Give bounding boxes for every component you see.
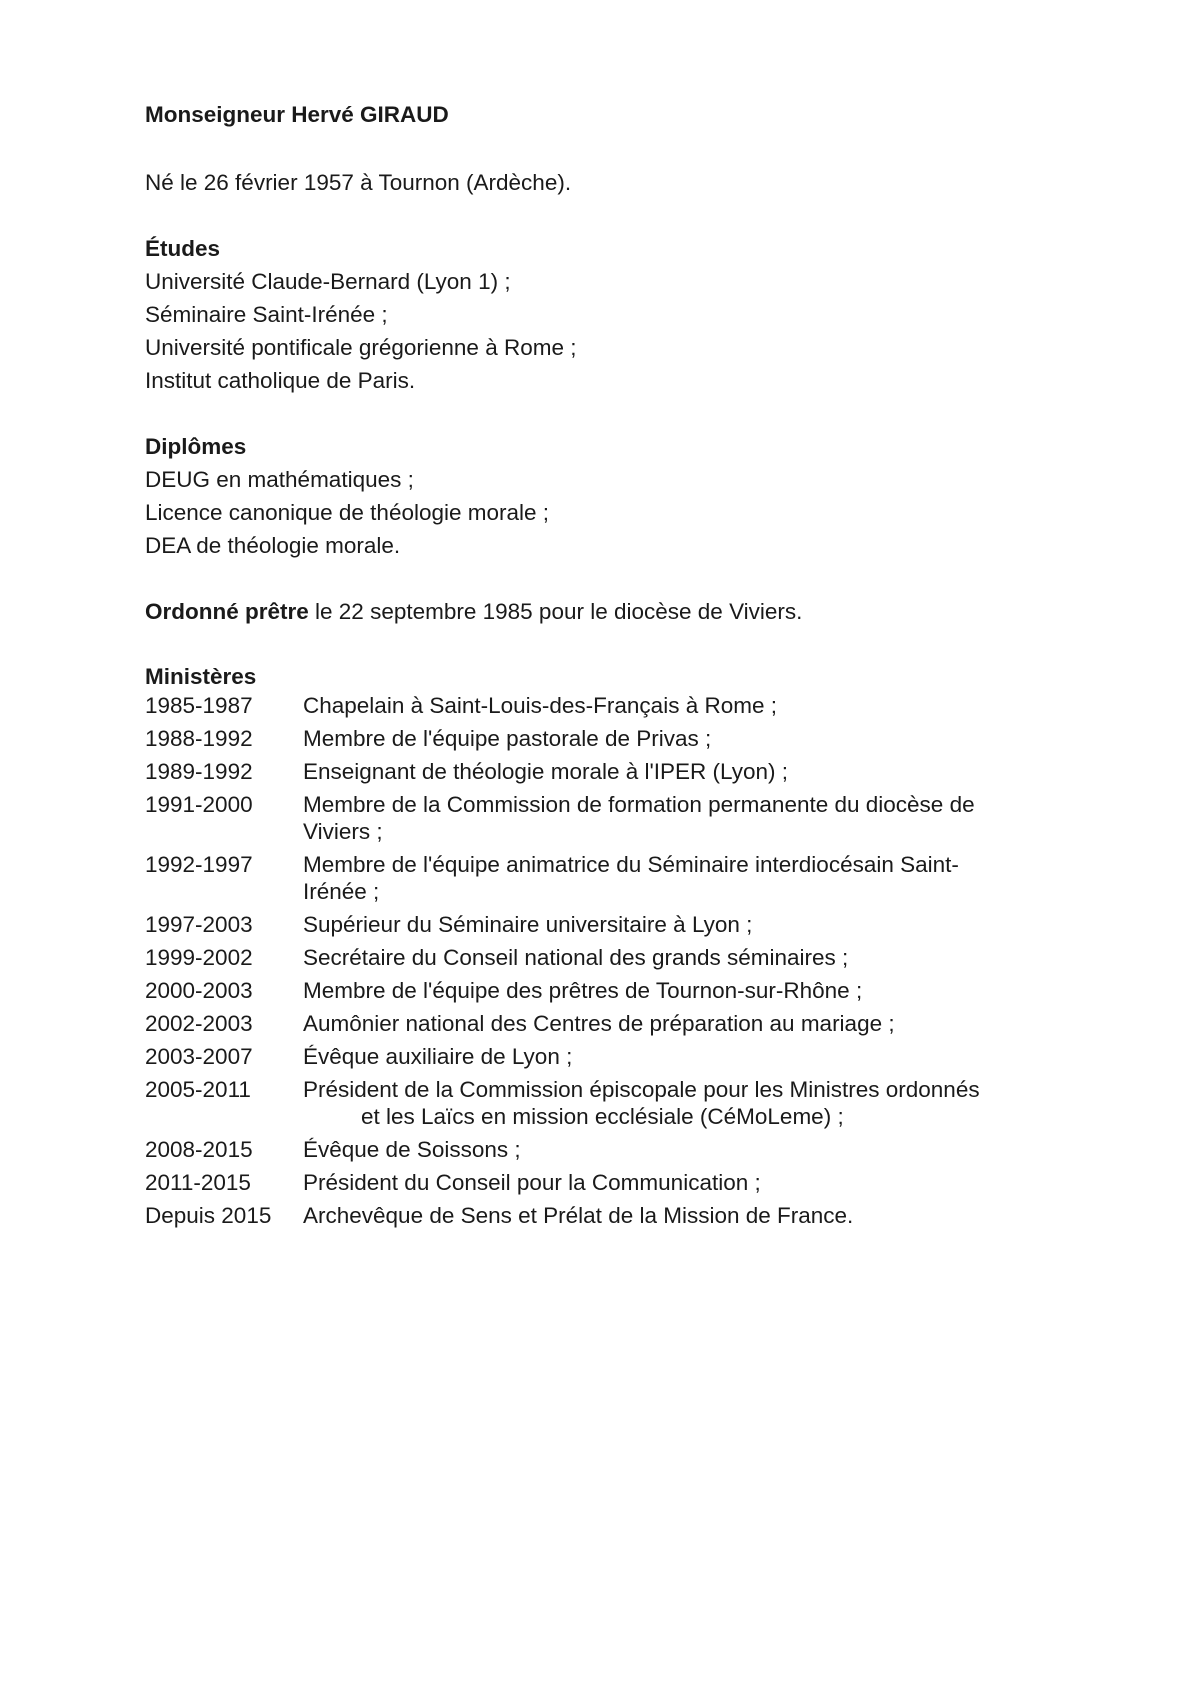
ministeres-heading: Ministères bbox=[145, 664, 257, 689]
ministere-row bbox=[145, 851, 1045, 905]
etudes-section bbox=[145, 232, 576, 397]
ministere-years: 1989-1992 bbox=[145, 759, 253, 784]
diplomes-section bbox=[145, 430, 549, 562]
ministere-role-line: Membre de l'équipe des prêtres de Tournon-sur-Rhône ; bbox=[303, 978, 863, 1003]
ministere-row bbox=[145, 1076, 1045, 1130]
ministere-years: 2000-2003 bbox=[145, 978, 253, 1003]
ministere-role-line: Évêque de Soissons ; bbox=[303, 1137, 521, 1162]
ministere-role-line: Président du Conseil pour la Communication ; bbox=[303, 1170, 761, 1195]
ministere-role-line: et les Laïcs en mission ecclésiale (CéMoLeme) ; bbox=[361, 1104, 844, 1129]
ministere-role-line: Archevêque de Sens et Prélat de la Mission de France. bbox=[303, 1203, 854, 1228]
ministere-role-line: Enseignant de théologie morale à l'IPER (Lyon) ; bbox=[303, 759, 788, 784]
ministere-role bbox=[303, 851, 1043, 905]
ministere-role-line: Membre de la Commission de formation permanente du diocèse de bbox=[303, 792, 975, 817]
ministere-role-line: Membre de l'équipe animatrice du Séminaire interdiocésain Saint- bbox=[303, 852, 959, 877]
ministere-row bbox=[145, 1043, 1045, 1070]
ministere-row bbox=[145, 1010, 1045, 1037]
ministere-role bbox=[303, 1076, 1043, 1130]
etudes-item: Université Claude-Bernard (Lyon 1) ; bbox=[145, 269, 511, 294]
ministere-years: Depuis 2015 bbox=[145, 1203, 272, 1228]
etudes-heading: Études bbox=[145, 236, 221, 261]
ministere-role-line: Membre de l'équipe pastorale de Privas ; bbox=[303, 726, 712, 751]
ministere-role bbox=[303, 911, 1043, 938]
ministere-years: 1999-2002 bbox=[145, 945, 253, 970]
ministere-role-line: Secrétaire du Conseil national des grands séminaires ; bbox=[303, 945, 849, 970]
etudes-item: Institut catholique de Paris. bbox=[145, 368, 416, 393]
ministere-role bbox=[303, 1043, 1043, 1070]
ministere-role-line: Viviers ; bbox=[303, 819, 383, 844]
diplomes-item: DEUG en mathématiques ; bbox=[145, 467, 414, 492]
ministere-role bbox=[303, 758, 1043, 785]
ministere-role-line: Irénée ; bbox=[303, 879, 380, 904]
ministere-role bbox=[303, 1202, 1043, 1229]
ministere-role-line: Aumônier national des Centres de préparation au mariage ; bbox=[303, 1011, 895, 1036]
birth-line: Né le 26 février 1957 à Tournon (Ardèche). bbox=[145, 170, 572, 195]
etudes-item: Séminaire Saint-Irénée ; bbox=[145, 302, 388, 327]
ordination-label: Ordonné prêtre bbox=[145, 599, 309, 624]
ministere-role bbox=[303, 791, 1043, 845]
ministere-role bbox=[303, 1136, 1043, 1163]
ministere-role-line: Supérieur du Séminaire universitaire à Lyon ; bbox=[303, 912, 753, 937]
ministere-years: 2003-2007 bbox=[145, 1044, 253, 1069]
diplomes-heading: Diplômes bbox=[145, 434, 247, 459]
ministere-years: 1992-1997 bbox=[145, 852, 253, 877]
ordination-line bbox=[145, 595, 802, 628]
diplomes-item: Licence canonique de théologie morale ; bbox=[145, 500, 550, 525]
ministere-years: 1988-1992 bbox=[145, 726, 253, 751]
ministere-row bbox=[145, 1136, 1045, 1163]
ministere-years: 2005-2011 bbox=[145, 1077, 251, 1102]
ministere-row bbox=[145, 944, 1045, 971]
ministere-role-line: Évêque auxiliaire de Lyon ; bbox=[303, 1044, 573, 1069]
ministere-row bbox=[145, 1202, 1045, 1229]
ministere-role bbox=[303, 692, 1043, 719]
ministere-years: 2008-2015 bbox=[145, 1137, 253, 1162]
ministere-years: 1991-2000 bbox=[145, 792, 253, 817]
document-title: Monseigneur Hervé GIRAUD bbox=[145, 102, 449, 127]
ministere-years: 2011-2015 bbox=[145, 1170, 251, 1195]
ministere-row bbox=[145, 791, 1045, 845]
ministere-role bbox=[303, 725, 1043, 752]
ministere-row bbox=[145, 1169, 1045, 1196]
ministere-row bbox=[145, 911, 1045, 938]
ministere-role bbox=[303, 1010, 1043, 1037]
ministere-years: 2002-2003 bbox=[145, 1011, 253, 1036]
ministere-role bbox=[303, 1169, 1043, 1196]
etudes-item: Université pontificale grégorienne à Rome ; bbox=[145, 335, 577, 360]
ministeres-list bbox=[145, 692, 1045, 1235]
ministere-row bbox=[145, 725, 1045, 752]
ministere-role-line: Président de la Commission épiscopale pour les Ministres ordonnés bbox=[303, 1077, 980, 1102]
ministere-role bbox=[303, 977, 1043, 1004]
ministere-row bbox=[145, 692, 1045, 719]
ministere-row bbox=[145, 977, 1045, 1004]
ministere-role-line: Chapelain à Saint-Louis-des-Français à Rome ; bbox=[303, 693, 777, 718]
ministere-role bbox=[303, 944, 1043, 971]
ordination-text: le 22 septembre 1985 pour le diocèse de Viviers. bbox=[308, 599, 803, 624]
ministere-row bbox=[145, 758, 1045, 785]
diplomes-item: DEA de théologie morale. bbox=[145, 533, 401, 558]
ministere-years: 1985-1987 bbox=[145, 693, 253, 718]
ministere-years: 1997-2003 bbox=[145, 912, 253, 937]
